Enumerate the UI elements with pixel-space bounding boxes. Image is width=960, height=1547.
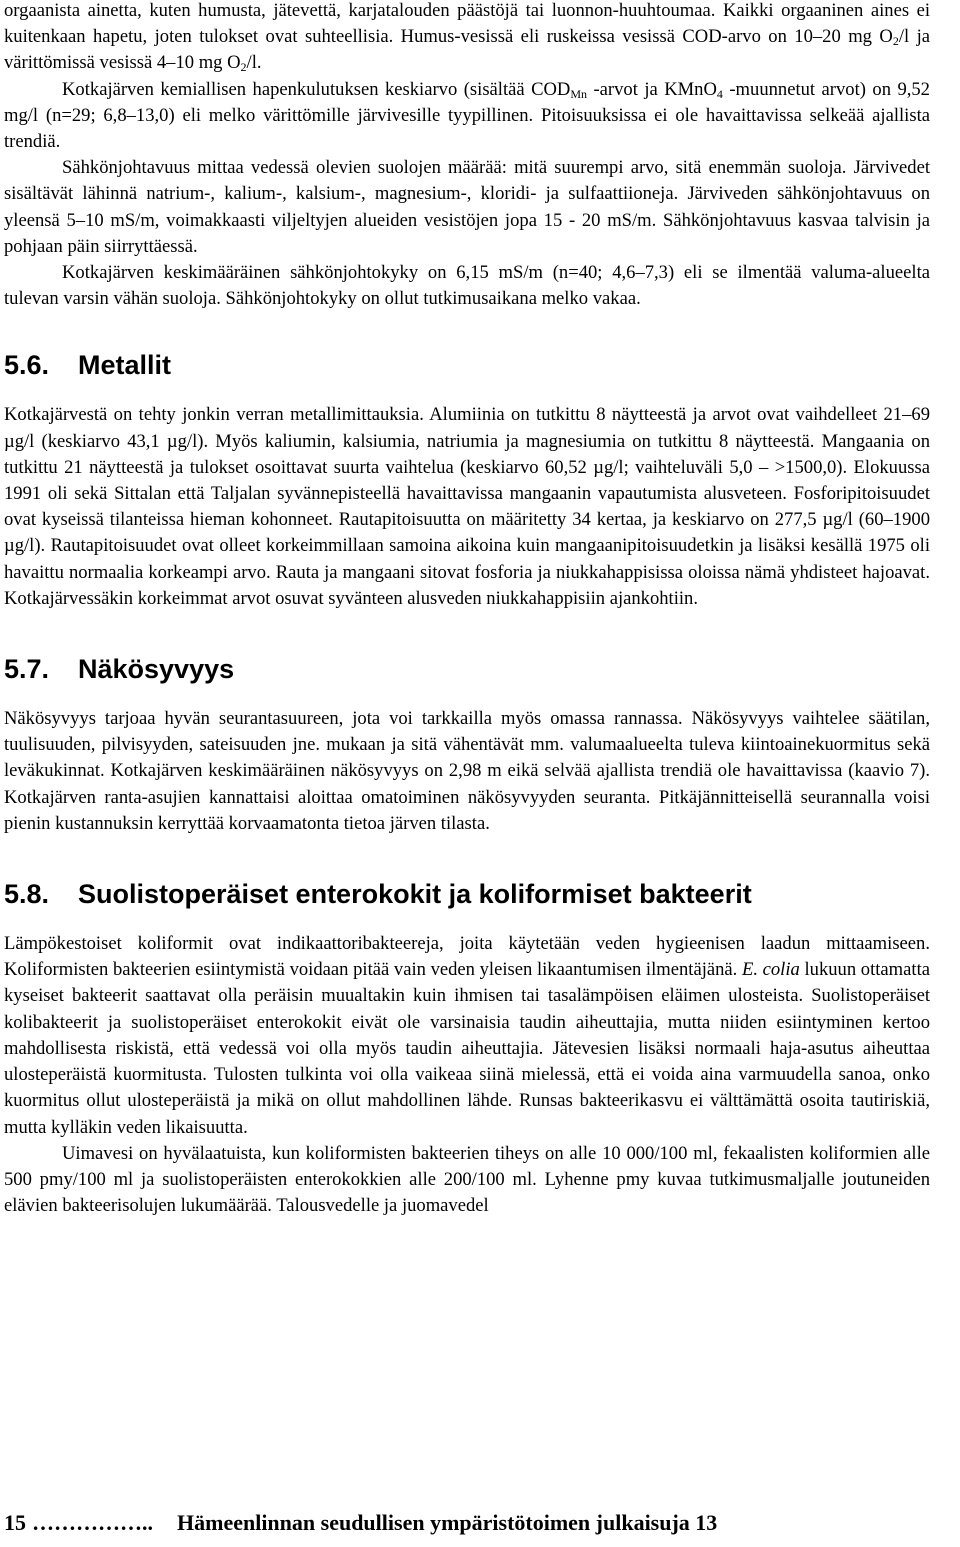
section-title: Suolistoperäiset enterokokit ja koliformiset bakteerit <box>78 879 752 910</box>
intro-paragraph-conductivity: Sähkönjohtavuus mittaa vedessä olevien suolojen määrää: mitä suurempi arvo, sitä enemmän suoloja. Järvivedet sisältävät lähinnä natrium-, kalium-, kalsium-, magnesium-, kloridi- ja sulfaattiioneja. Järviveden sähkönjohtavuus on yleensä 5–10 mS/m, voimakkaasti viljeltyjen alueiden vesistöjen jopa 15 - 20 mS/m. Sähkönjohtavuus kasvaa talvisin ja pohjaan päin siirryttäessä. <box>4 157 930 257</box>
bakteerit-paragraph-1: Lämpökestoiset koliformit ovat indikaattoribakteereja, joita käytetään veden hygieenisen laadun mittaamiseen. Koliformisten bakteerien esiintymistä voidaan pitää vain veden yleisen likaantumisen ilmentäjänä. E. colia lukuun ottamatta kyseiset bakteerit saattavat olla peräisin muualtakin kuin ihmisen tai tasalämpöisen eläimen ulosteista. Suolistoperäiset kolibakteerit ja suolistoperäiset enterokokit eivät ole varsinaisia taudin aiheuttajia, mutta niiden esiintyminen kertoo mahdollisesta riskistä, että vedessä voi olla myös taudin aiheuttajia. Jätevesien lisäksi normaali haja-asutus aiheuttaa ulosteperäistä kuormitusta. Tulosten tulkinta voi olla vaikeaa siinä mielessä, että ei voida aina varmuudella sanoa, onko kuormitus ollut ulosteperäistä ja mikä on ollut mahdollinen lähde. Runsas bakteerikasvu ei välttämättä osoita tautiriskiä, mutta kylläkin veden likaisuutta. <box>4 933 930 1138</box>
e-coli-term: E. colia <box>741 959 800 981</box>
intro-paragraph-kotkajarvi-conductivity: Kotkajärven keskimääräinen sähkönjohtokyky on 6,15 mS/m (n=40; 4,6–7,3) eli se ilmentää valuma-alueelta tulevan varsin vähän suoloja. Sähkönjohtokyky on ollut tutkimusaikana melko vakaa. <box>4 262 930 310</box>
section-title: Näkösyvyys <box>78 654 235 685</box>
section-title: Metallit <box>78 350 172 381</box>
bakteerit-paragraph-2: Uimavesi on hyvälaatuista, kun koliformisten bakteerien tiheys on alle 10 000/100 ml, fekaalisten koliformien alle 500 pmy/100 ml ja suolistoperäisten enterokokkien alle 200/100 ml. Lyhenne pmy kuvaa tutkimusmaljalle joutuneiden elävien bakteerisolujen lukumäärää. Talousvedelle ja juomavedel <box>4 1142 930 1217</box>
metallit-paragraph: Kotkajärvestä on tehty jonkin verran metallimittauksia. Alumiinia on tutkittu 8 näytteestä ja arvot ovat vaihdelleet 21–69 µg/l (keskiarvo 43,1 µg/l). Myös kaliumin, kalsiumia, natriumia ja magnesiumia on tutkittu 8 näytteestä. Mangaania on tutkittu 21 näytteestä ja tulokset osoittavat suurta vaihtelua (keskiarvo 60,52 µg/l; vaihteluväli 5,0 – >1500,0). Elokuussa 1991 oli sekä Sittalan että Taljalan syvännepisteellä havaittavissa mangaanin vapautumista alusveteen. Fosforipitoisuudet ovat kyseissä tilanteissa hieman kohonneet. Rautapitoisuutta on määritetty 34 kertaa, ja keskiarvo on 277,5 µg/l (60–1900 µg/l). Rautapitoisuudet ovat olleet korkeimmillaan samoina aikoina kuin mangaanipitoisuudetkin ja lisäksi kesällä 1975 oli havaittu normaalia korkeampi arvo. Rauta ja mangaani sitovat fosforia ja niukkahappisissa oloissa nämä yhdisteet hajoavat. Kotkajärvessäkin korkeimmat arvot osuvat syvänteen alusveden niukkahappisiin ajankohtiin. <box>4 404 930 609</box>
page-number: 15 <box>4 1510 26 1535</box>
section-number: 5.7. <box>4 654 50 685</box>
intro-paragraph-kotkajarvi-cod: Kotkajärven kemiallisen hapenkulutuksen keskiarvo (sisältää $COD_{Mn}$ -arvot ja KMnO$_4$ -muunnetut arvot) on 9,52 mg/l (n=29; 6,8–13,0) eli melko värittömille järvivesille tyypillinen. Pitoisuuksissa ei ole havaittavissa selkeää ajallista trendiä. <box>4 78 930 153</box>
section-number: 5.8. <box>4 879 50 910</box>
footer-dots: …………….. <box>32 1510 153 1535</box>
section-number: 5.6. <box>4 350 50 381</box>
page-footer <box>4 1509 717 1537</box>
intro-paragraph-cod: orgaanista ainetta, kuten humusta, jätevettä, karjatalouden päästöjä tai luonnon-huuhtoumaa. Kaikki orgaaninen aines ei kuitenkaan hapetu, joten tulokset ovat suhteellisia. Humus-vesissä eli ruskeissa vesissä COD-arvo on 10–20 mg $O_2/l$ ja värittömissä vesissä 4–10 mg $O_2/l$. <box>4 0 930 75</box>
nakosyvyys-paragraph: Näkösyvyys tarjoaa hyvän seurantasuureen, jota voi tarkkailla myös omassa rannassa. Näkösyvyys vaihtelee säätilan, tuulisuuden, pilvisyyden, sateisuuden jne. mukaan ja sitä vähentävät mm. valumaalueelta tuleva kiintoainekuormitus sekä leväkukinnat. Kotkajärven keskimääräinen näkösyvyys on 2,98 m eikä selvää ajallista trendiä ole havaittavissa (kaavio 7). Kotkajärven ranta-asujien kannattaisi aloittaa omatoiminen näkösyvyyden seuranta. Pitkäjännitteisellä seurannalla voisi pienin kustannuksin kerryttää korvaamatonta tietoa järven tilasta. <box>4 708 930 834</box>
section-heading-bakteerit <box>4 877 930 911</box>
section-heading-metallit <box>4 348 930 382</box>
section-heading-nakosyvyys <box>4 652 930 686</box>
publication-title: Hämeenlinnan seudullisen ympäristötoimen julkaisuja 13 <box>177 1510 718 1535</box>
